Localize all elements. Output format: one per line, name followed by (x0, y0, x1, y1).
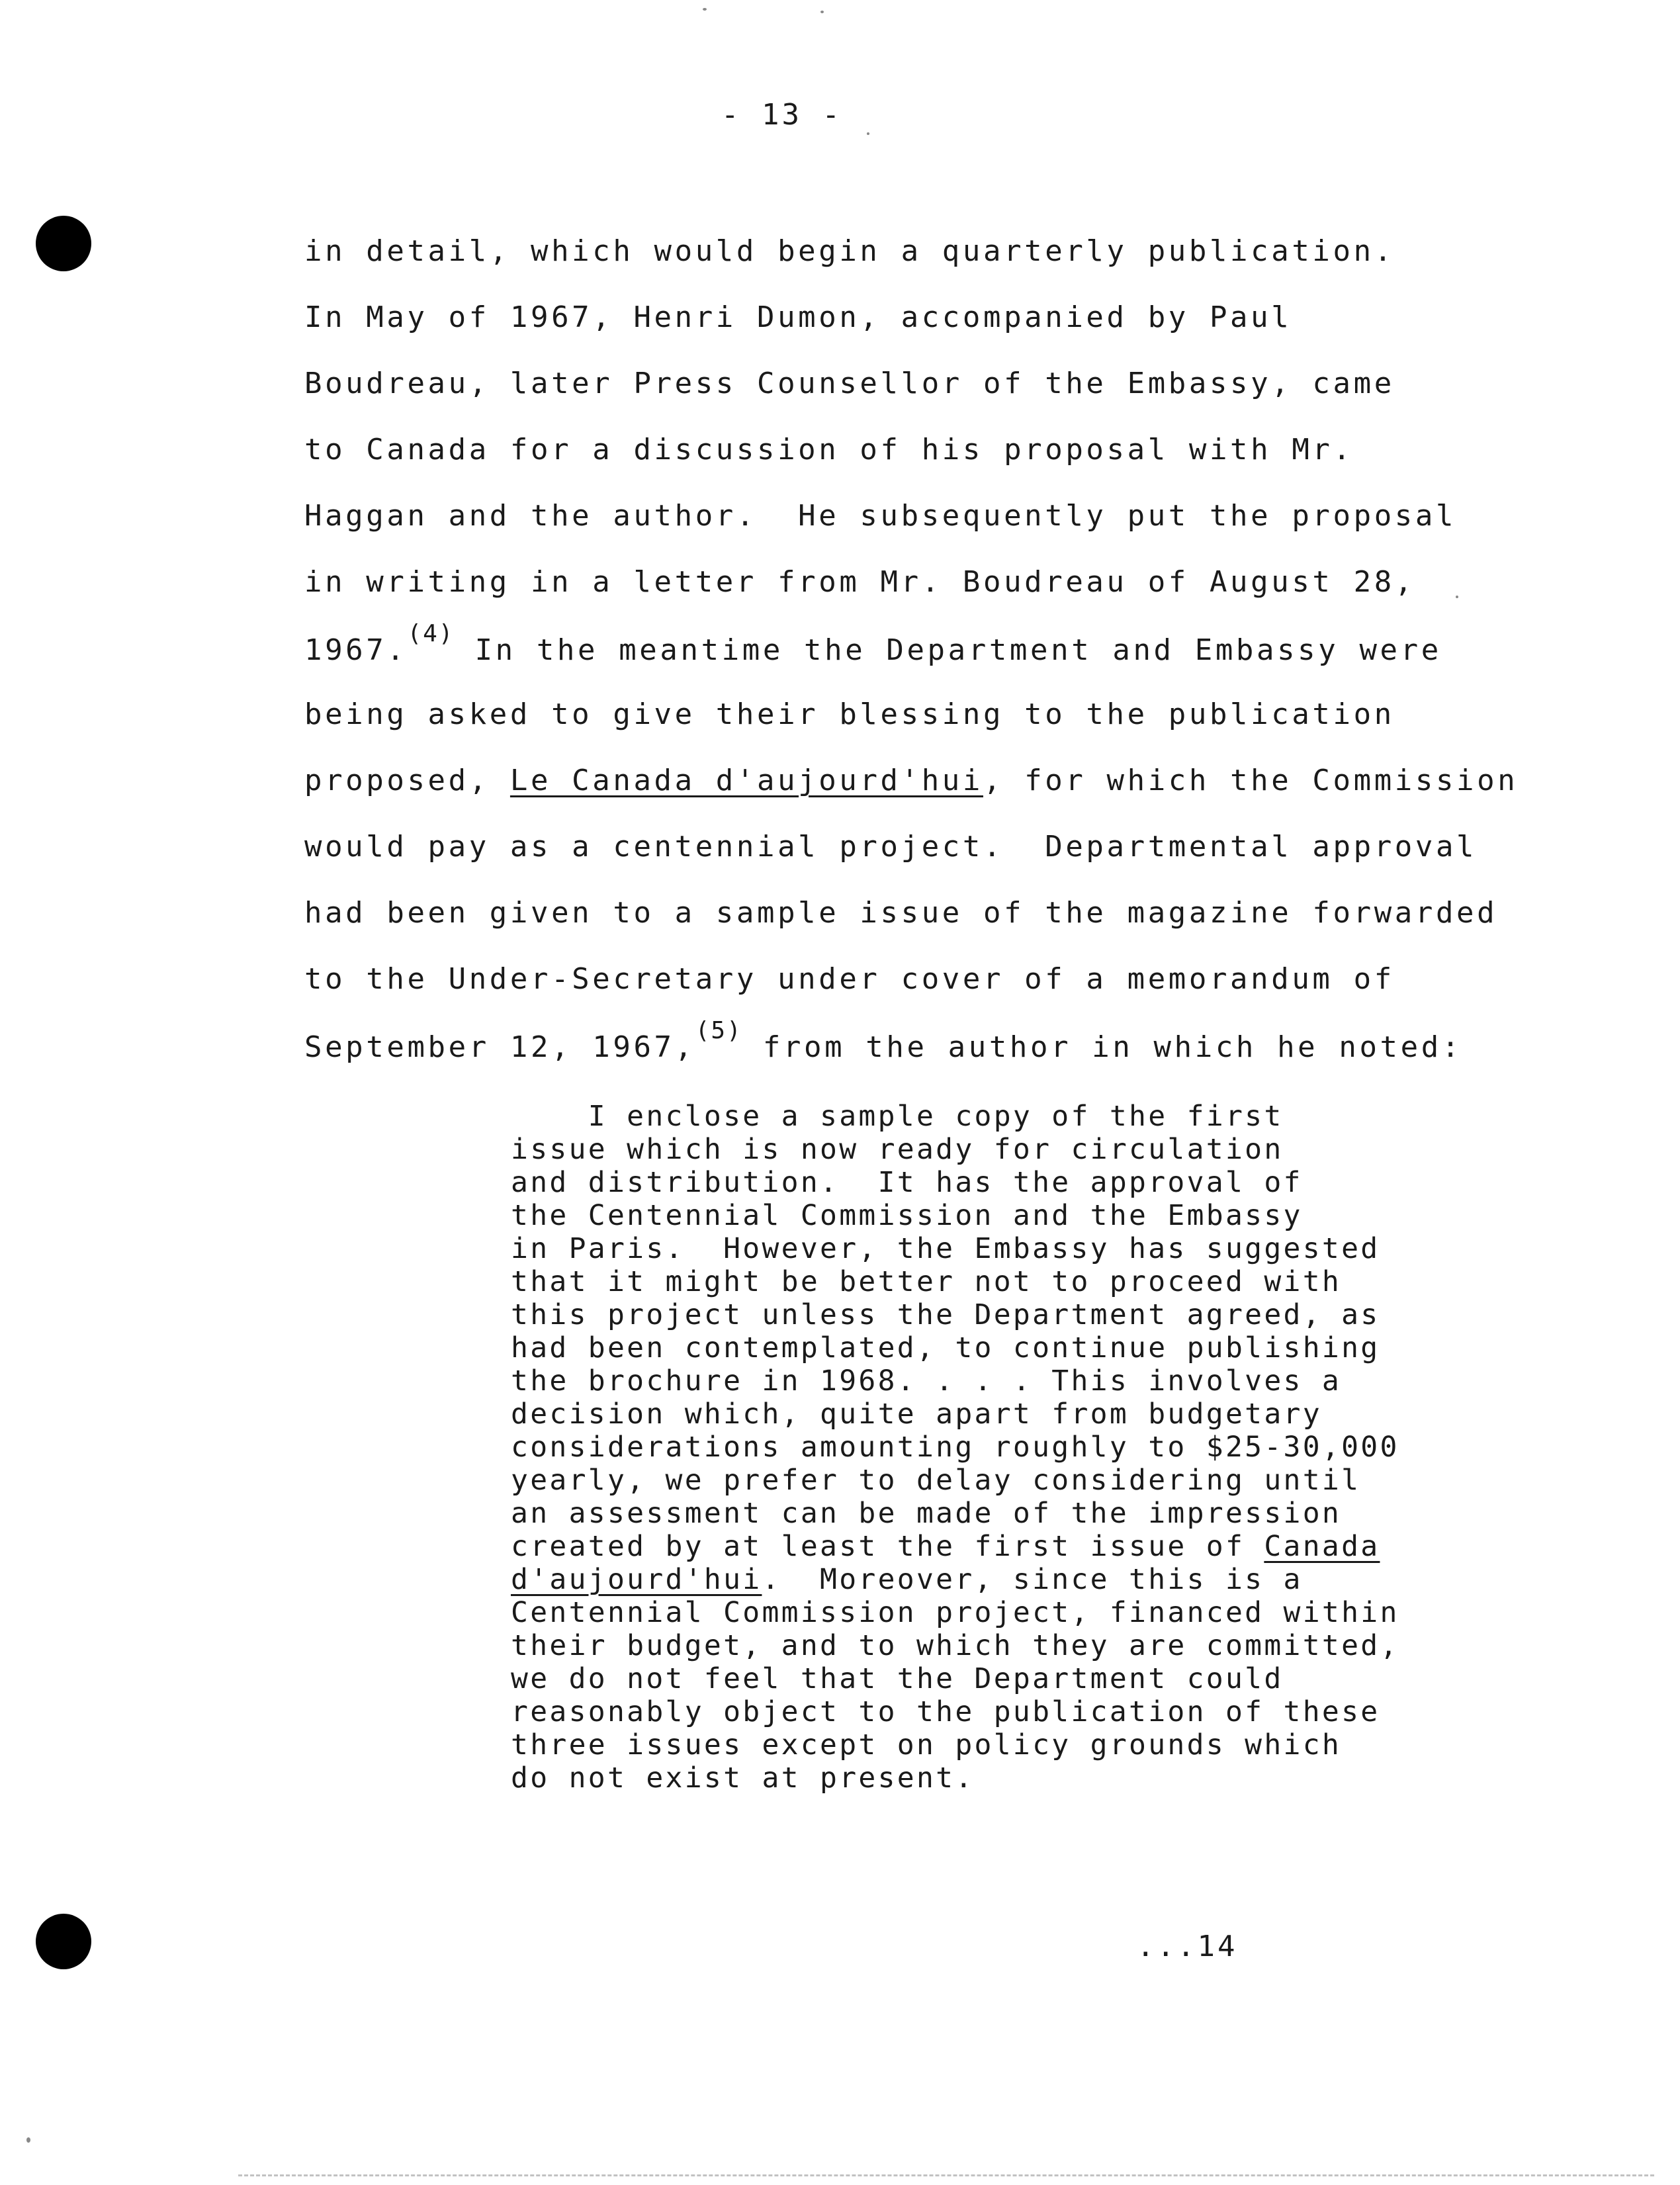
body-line: would pay as a centennial project. Departmental approval (304, 830, 1478, 864)
scan-edge-line (238, 2174, 1654, 2178)
quote-line (511, 1563, 1303, 1596)
body-line: in writing in a letter from Mr. Boudreau of August 28, (304, 565, 1415, 599)
continuation-marker: ...14 (1137, 1930, 1238, 1963)
body-text: September 12, 1967, (304, 1030, 695, 1064)
quote-line: Centennial Commission project, financed within (511, 1596, 1399, 1629)
punch-hole-top (36, 216, 91, 271)
scan-speck (1456, 596, 1458, 598)
body-text: In the meantime the Department and Embassy were (454, 633, 1442, 667)
quote-line: and distribution. It has the approval of (511, 1166, 1303, 1199)
body-line: Haggan and the author. He subsequently put the proposal (304, 499, 1457, 533)
publication-title: d'aujourd'hui (511, 1563, 762, 1596)
body-line: to Canada for a discussion of his proposal with Mr. (304, 433, 1354, 467)
quote-line: had been contemplated, to continue publishing (511, 1331, 1380, 1364)
punch-hole-bottom (36, 1914, 91, 1969)
body-text: , for which the Commission (983, 764, 1519, 797)
scan-speck (867, 132, 869, 135)
scan-speck (26, 2137, 30, 2143)
body-line: Boudreau, later Press Counsellor of the Embassy, came (304, 367, 1395, 400)
body-line: in detail, which would begin a quarterly publication. (304, 234, 1395, 268)
quote-line: considerations amounting roughly to $25-30,000 (511, 1431, 1399, 1464)
quote-line: yearly, we prefer to delay considering until (511, 1464, 1361, 1497)
footnote-ref-5: (5) (695, 1017, 742, 1044)
page-number: - 13 - (721, 98, 842, 132)
body-line (304, 1017, 1462, 1064)
body-text: from the author in which he noted: (742, 1030, 1462, 1064)
publication-title: Canada (1264, 1530, 1380, 1563)
quote-line: their budget, and to which they are committed, (511, 1629, 1399, 1662)
body-line (304, 766, 1518, 795)
quote-line: I enclose a sample copy of the first (511, 1100, 1284, 1133)
body-line (304, 620, 1442, 667)
quote-text: . Moreover, since this is a (762, 1563, 1303, 1596)
quote-line: in Paris. However, the Embassy has suggested (511, 1232, 1380, 1265)
quote-line: an assessment can be made of the impression (511, 1497, 1342, 1530)
scan-speck (820, 11, 824, 13)
quote-line (511, 1530, 1380, 1563)
body-text: 1967. (304, 633, 408, 667)
body-line: to the Under-Secretary under cover of a memorandum of (304, 962, 1395, 996)
scan-speck (703, 8, 707, 11)
body-line: had been given to a sample issue of the magazine forwarded (304, 896, 1498, 930)
quote-line: the Centennial Commission and the Embassy (511, 1199, 1303, 1232)
quote-line: the brochure in 1968. . . . This involves a (511, 1364, 1342, 1398)
quote-line: this project unless the Department agreed, as (511, 1298, 1380, 1331)
quote-line: three issues except on policy grounds which (511, 1728, 1342, 1761)
quote-line: decision which, quite apart from budgetary (511, 1398, 1322, 1431)
quote-text: created by at least the first issue of (511, 1530, 1264, 1563)
quote-line: that it might be better not to proceed with (511, 1265, 1342, 1298)
quote-line: reasonably object to the publication of these (511, 1695, 1380, 1728)
body-line: being asked to give their blessing to the publication (304, 697, 1395, 731)
body-text: proposed, (304, 764, 510, 797)
footnote-ref-4: (4) (407, 620, 455, 647)
quote-line: issue which is now ready for circulation (511, 1133, 1284, 1166)
quote-line: we do not feel that the Department could (511, 1662, 1284, 1695)
quote-line: do not exist at present. (511, 1761, 975, 1795)
publication-title: Le Canada d'aujourd'hui (509, 764, 983, 797)
body-line: In May of 1967, Henri Dumon, accompanied by Paul (304, 300, 1292, 334)
